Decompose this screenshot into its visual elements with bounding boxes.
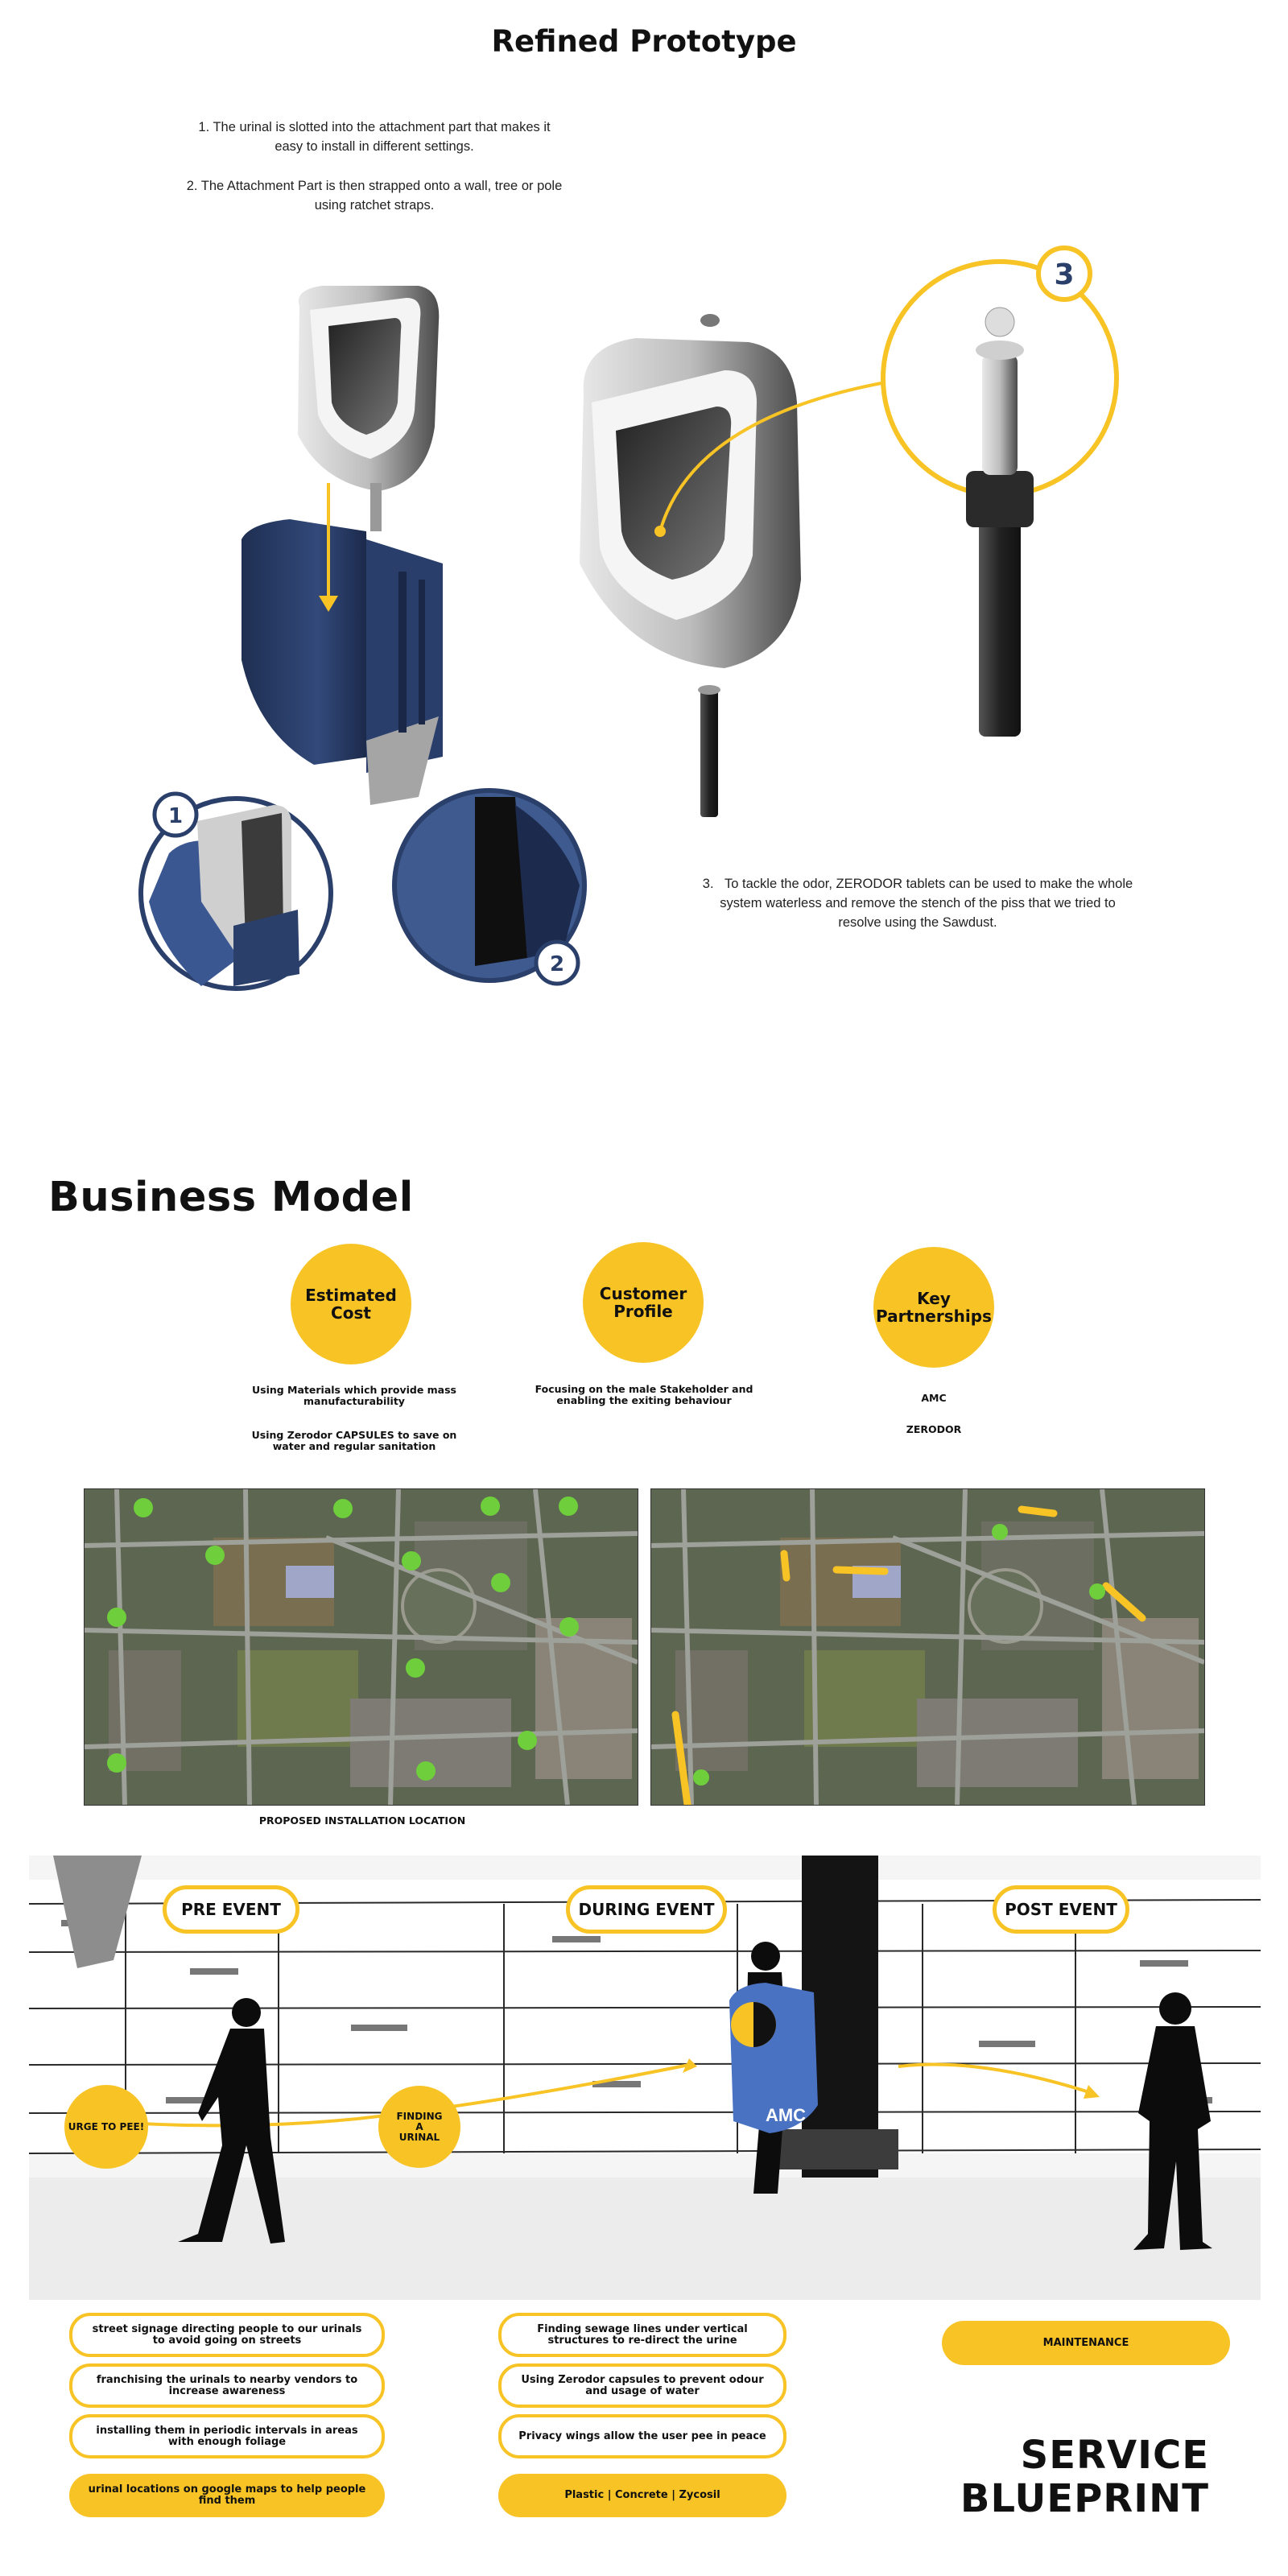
callout-3-label: 3 bbox=[1054, 258, 1075, 291]
service-blueprint-line-2: BLUEPRINT bbox=[960, 2476, 1209, 2521]
callout-2-label: 2 bbox=[549, 952, 565, 976]
pre-item-1: street signage directing people to our urinals to avoid going on streets bbox=[69, 2313, 385, 2357]
partner-zerodor: ZERODOR bbox=[906, 1423, 962, 1435]
post-event-label: POST EVENT bbox=[993, 1885, 1129, 1934]
during-item-3: Privacy wings allow the user pee in peace bbox=[498, 2414, 786, 2458]
estimated-cost-circle: Estimated Cost bbox=[291, 1244, 411, 1364]
step-1-text: 1. The urinal is slotted into the attachment part that makes it easy to install in different settings. bbox=[198, 120, 551, 154]
finding-urinal-stage: FINDING A URINAL bbox=[378, 2086, 460, 2168]
small-urinal bbox=[298, 286, 439, 531]
installation-map-left bbox=[84, 1488, 638, 1806]
prototype-title: Refined Prototype bbox=[491, 24, 797, 59]
map-caption: PROPOSED INSTALLATION LOCATION bbox=[258, 1814, 466, 1827]
large-urinal bbox=[580, 314, 886, 668]
business-model-title: Business Model bbox=[48, 1174, 414, 1221]
urge-to-pee-stage: URGE TO PEE! bbox=[64, 2085, 148, 2169]
during-highlight: Plastic | Concrete | Zycosil bbox=[498, 2474, 786, 2517]
customer-profile-circle: Customer Profile bbox=[583, 1242, 704, 1363]
amc-label: AMC bbox=[765, 2105, 807, 2125]
attachment-part bbox=[242, 519, 443, 805]
prototype-illustration bbox=[0, 242, 1288, 1014]
cost-line-2: Using Zerodor CAPSULES to save on water and regular sanitation bbox=[251, 1429, 457, 1452]
maintenance-pill: MAINTENANCE bbox=[942, 2321, 1230, 2365]
profile-line-1: Focusing on the male Stakeholder and enabling the exiting behaviour bbox=[535, 1383, 753, 1406]
pre-item-3: installing them in periodic intervals in areas with enough foliage bbox=[69, 2414, 385, 2458]
cost-line-1: Using Materials which provide mass manufacturability bbox=[251, 1384, 456, 1407]
during-event-label: DURING EVENT bbox=[566, 1885, 727, 1934]
during-item-2: Using Zerodor capsules to prevent odour and usage of water bbox=[498, 2363, 786, 2408]
partner-amc: AMC bbox=[921, 1392, 947, 1404]
key-partnerships-circle: Key Partnerships bbox=[873, 1247, 994, 1368]
service-blueprint-title bbox=[960, 2434, 1209, 2520]
step-3-text: 3. To tackle the odor, ZERODOR tablets can be used to make the whole system waterless and remove the stench of the piss that we tried to resolve using the Sawdust. bbox=[702, 877, 1133, 930]
pre-item-2: franchising the urinals to nearby vendors to increase awareness bbox=[69, 2363, 385, 2408]
pre-event-label: PRE EVENT bbox=[163, 1885, 299, 1934]
service-blueprint-line-1: SERVICE bbox=[1020, 2433, 1209, 2478]
installation-map-right bbox=[650, 1488, 1205, 1806]
step-2-text: 2. The Attachment Part is then strapped onto a wall, tree or pole using ratchet straps. bbox=[186, 179, 563, 213]
during-item-1: Finding sewage lines under vertical structures to re-direct the urine bbox=[498, 2313, 786, 2357]
callout-1-label: 1 bbox=[167, 804, 184, 828]
pre-highlight: urinal locations on google maps to help people find them bbox=[69, 2474, 385, 2517]
